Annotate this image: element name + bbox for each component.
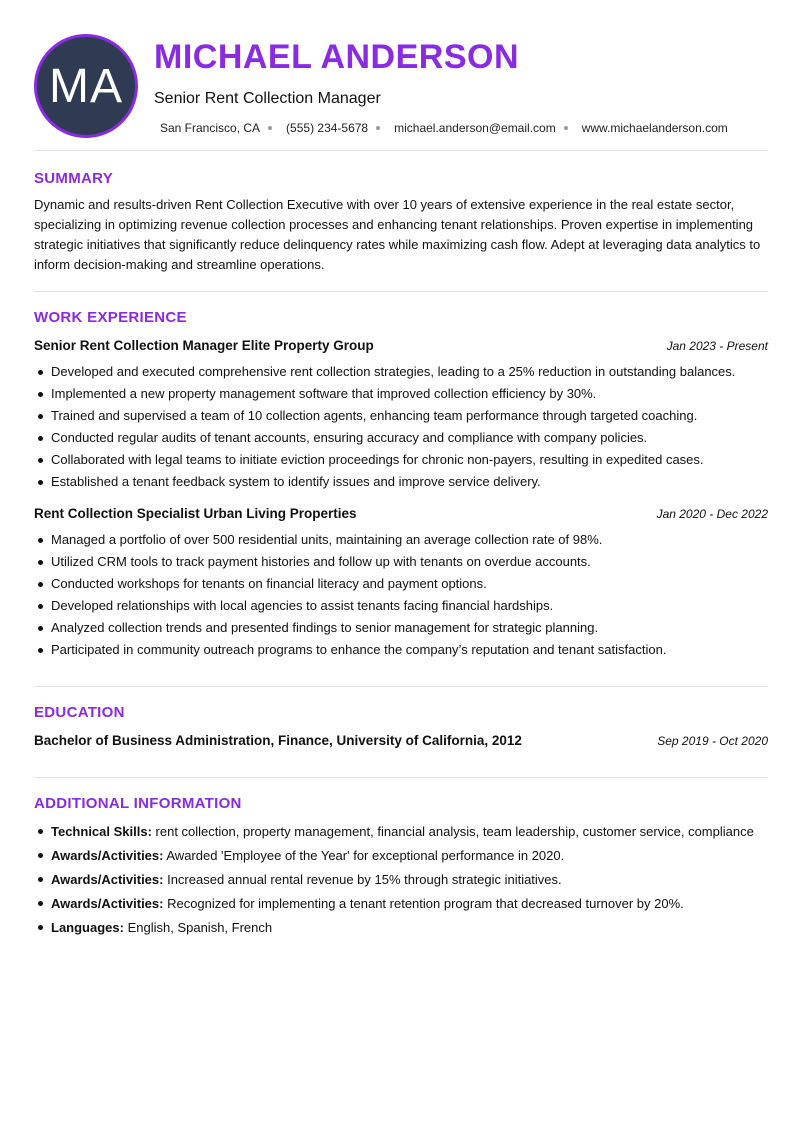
candidate-name: MICHAEL ANDERSON — [154, 38, 520, 76]
education-degree: Bachelor of Business Administration, Finance, University of California, 2012 — [34, 733, 522, 748]
separator-dot-icon — [564, 126, 568, 130]
list-item: Utilized CRM tools to track payment histories and follow up with tenants on overdue accounts. — [34, 551, 768, 573]
job-header — [34, 338, 768, 356]
section-divider — [34, 291, 768, 292]
education-dates: Sep 2019 - Oct 2020 — [657, 734, 768, 748]
info-text: Awarded 'Employee of the Year' for exceptional performance in 2020. — [163, 848, 565, 863]
list-item: Conducted workshops for tenants on financial literacy and payment options. — [34, 573, 768, 595]
work-experience-heading: WORK EXPERIENCE — [34, 309, 187, 326]
list-item — [34, 894, 768, 913]
info-text: English, Spanish, French — [123, 920, 273, 935]
list-item: Trained and supervised a team of 10 collection agents, enhancing team performance through targeted coaching. — [34, 405, 768, 427]
list-item — [34, 870, 768, 889]
info-text: Increased annual rental revenue by 15% through strategic initiatives. — [163, 872, 562, 887]
job-header — [34, 506, 768, 524]
list-item: Developed relationships with local agencies to assist tenants facing financial hardships. — [34, 595, 768, 617]
list-item: Developed and executed comprehensive rent collection strategies, leading to a 25% reduction in outstanding balances. — [34, 361, 768, 383]
list-item — [34, 822, 768, 841]
additional-info-list — [34, 822, 768, 942]
job-title: Senior Rent Collection Manager Elite Property Group — [34, 338, 374, 353]
list-item: Collaborated with legal teams to initiate eviction proceedings for chronic non-payers, resulting in expedited cases. — [34, 449, 768, 471]
summary-heading: SUMMARY — [34, 170, 114, 187]
list-item: Established a tenant feedback system to identify issues and improve service delivery. — [34, 471, 768, 493]
list-item: Conducted regular audits of tenant accounts, ensuring accuracy and compliance with company policies. — [34, 427, 768, 449]
summary-text: Dynamic and results-driven Rent Collection Executive with over 10 years of extensive experience in the real estate sector, specializing in optimizing revenue collection processes and enhancing tenant relationships. Proven expertise in implementing strategic initiatives that significantly reduce delinquency rates while maximizing cash flow. Adept at leveraging data analytics to inform decision-making and streamline operations. — [34, 197, 761, 272]
section-divider — [34, 150, 768, 151]
resume-header — [34, 34, 768, 144]
contact-line — [160, 121, 728, 135]
info-text: rent collection, property management, financial analysis, team leadership, customer service, compliance — [151, 824, 754, 839]
education-entry — [34, 733, 768, 751]
list-item: Managed a portfolio of over 500 residential units, maintaining an average collection rate of 98%. — [34, 529, 768, 551]
job-bullet-list — [34, 529, 768, 661]
job-dates: Jan 2020 - Dec 2022 — [656, 507, 768, 521]
job-dates: Jan 2023 - Present — [666, 339, 768, 353]
info-label: Awards/Activities: — [51, 896, 164, 911]
section-divider — [34, 777, 768, 778]
contact-email[interactable]: michael.anderson@email.com — [394, 121, 556, 135]
list-item: Implemented a new property management software that improved collection efficiency by 30%. — [34, 383, 768, 405]
list-item: Participated in community outreach programs to enhance the company’s reputation and tenant satisfaction. — [34, 639, 768, 661]
section-divider — [34, 686, 768, 687]
info-label: Languages: — [51, 920, 124, 935]
list-item: Analyzed collection trends and presented findings to senior management for strategic planning. — [34, 617, 768, 639]
job-bullet-list — [34, 361, 768, 493]
info-label: Technical Skills: — [51, 824, 152, 839]
additional-info-heading: ADDITIONAL INFORMATION — [34, 795, 242, 812]
contact-location: San Francisco, CA — [160, 121, 261, 135]
contact-phone: (555) 234-5678 — [286, 121, 369, 135]
list-item — [34, 918, 768, 937]
list-item — [34, 846, 768, 865]
separator-dot-icon — [268, 126, 272, 130]
avatar — [34, 34, 138, 138]
info-text: Recognized for implementing a tenant retention program that decreased turnover by 20%. — [163, 896, 684, 911]
separator-dot-icon — [376, 126, 380, 130]
education-heading: EDUCATION — [34, 704, 125, 721]
avatar-initials: MA — [49, 59, 123, 113]
candidate-role: Senior Rent Collection Manager — [154, 90, 381, 107]
contact-website[interactable]: www.michaelanderson.com — [581, 121, 728, 135]
job-title: Rent Collection Specialist Urban Living Properties — [34, 506, 357, 521]
info-label: Awards/Activities: — [51, 848, 164, 863]
info-label: Awards/Activities: — [51, 872, 164, 887]
